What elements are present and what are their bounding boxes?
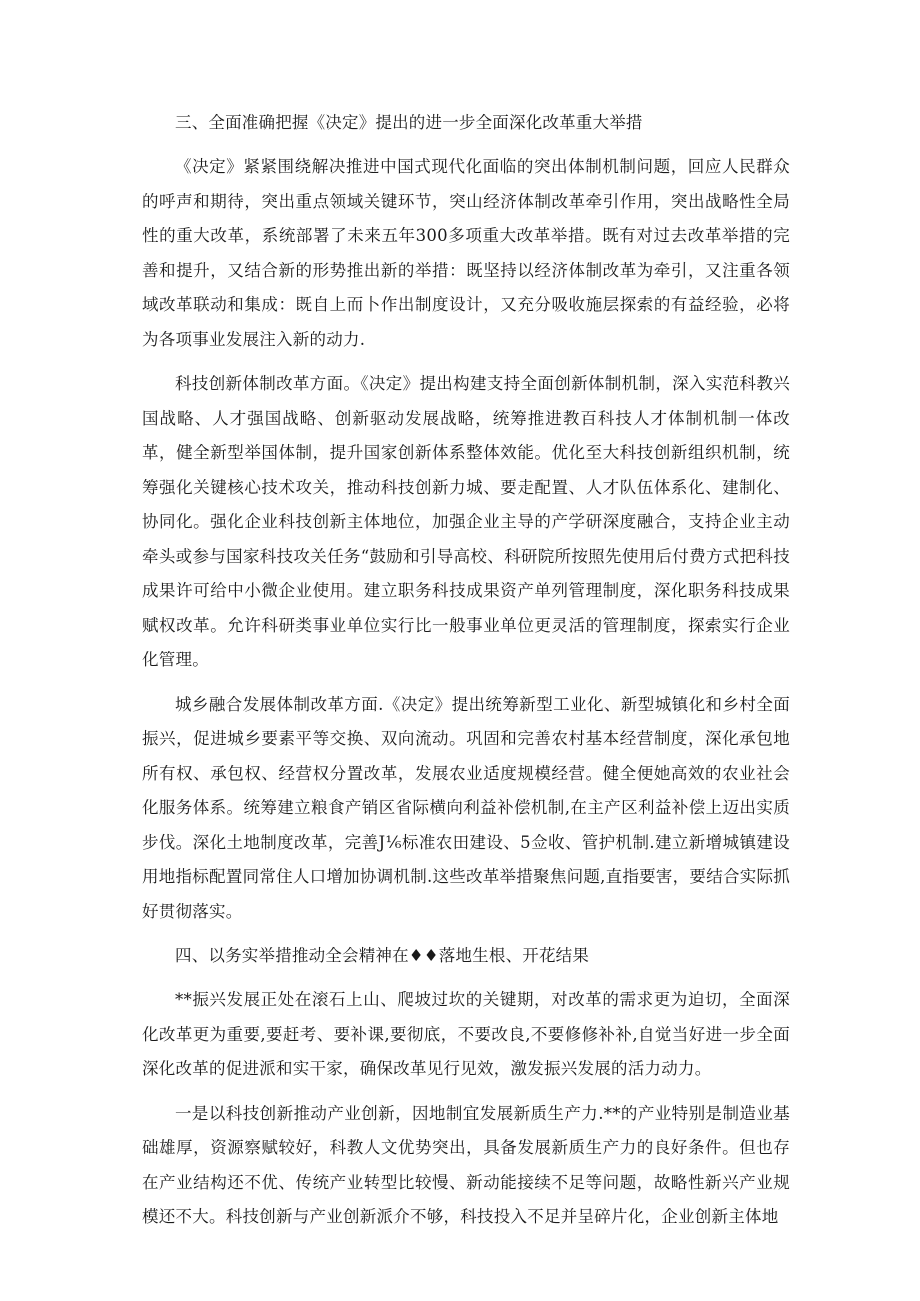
paragraph-tech-innovation-reform: 科技创新体制改革方面。《决定》提出构建支持全面创新体制机制，深入实范科教兴国战略、人才强国战略、创新驱动发展战略，统筹推进教百科技人才体制机制一体改革，健全新型举国体制，提升国家创新体系整体效能。优化至大科技创新组织机制，统筹强化关键核心技术攻关，推动科技创新力城、要走配置、人才队伍体系化、建制化、协同化。强化企业科技创新主体地位，加强企业主导的产学研深度融合，支持企业主动牵头或参与国家科技攻关任务“鼓励和引导高校、科研院所按照先使用后付费方式把科技成果许可给中小微企业使用。建立职务科技成果资产单列管理制度，深化职务科技成果赋权改革。允许科研类事业单位实行比一般事业单位更灵活的管理制度，探索实行企业化管理。 [142,374,790,669]
paragraph-revitalization: **振兴发展正处在滚石上山、爬坡过坎的关键期，对改革的需求更为迫切，全面深化改革更为重要,要赶考、要补课,要彻底，不要改良,不要修修补补,自觉当好进一步全面深化改革的促进派和实干家，确保改革见行见效，激发振兴发展的活力动力。 [142,990,790,1078]
paragraph-decision-overview: 《决定》紧紧围绕解决推进中国式现代化面临的突出体制机制问题，回应人民群众的呼声和期待，突出重点领域关键环节，突山经济体制改革牵引作用，突出战略性全局性的重大改革，系统部署了未来五年300多项重大改革举措。既有对过去改革举措的完善和提升，又结合新的形势推出新的举措：既坚持以经济体制改革为牵引，又注重各领域改革联动和集成：既自上而卜作出制度设计，又充分吸收施层探索的有益经验，必将为各项事业发展注入新的动力. [142,157,790,349]
document-body [142,106,790,1245]
section-heading-4: 四、以务实举措推动全会精神在♦♦落地生根、开花结果 [175,946,590,965]
paragraph-point-one: 一是以科技创新推动产业创新，因地制宜发展新质生产力.**的产业特别是制造业基础雄厚，资源察赋较好，科教人文优势突出，具备发展新质生产力的良好条件。但也存在产业结构还不优、传统产业转型比较慢、新动能接续不足等问题，故略性新兴产业规模还不大。科技创新与产业创新派介不够，科技投入不足并呈碎片化，企业创新主体地 [142,1103,790,1226]
section-heading-3: 三、全面准确把握《决定》提出的进一步全面深化改革重大举措 [175,113,643,132]
paragraph-urban-rural-reform: 城乡融合发展体制改革方面.《决定》提出统筹新型工业化、新型城镇化和乡村全面振兴，促进城乡要素平等交换、双向流动。巩固和完善农村基本经营制度，深化承包地所有权、承包权、经营权分置改革，发展农业适度规模经营。健全便她高效的农业社会化服务体系。统筹建立粮食产销区省际横向利益补偿机制,在主产区利益补偿上迈出实质步伐。深化土地制度改革，完善J⅙标准农田建设、5佥收、管护机制.建立新增城镇建设用地指标配置同常住人口增加协调机制.这些改革举措聚焦问题,直指要害，要结合实际抓好贯彻落实。 [142,694,790,921]
